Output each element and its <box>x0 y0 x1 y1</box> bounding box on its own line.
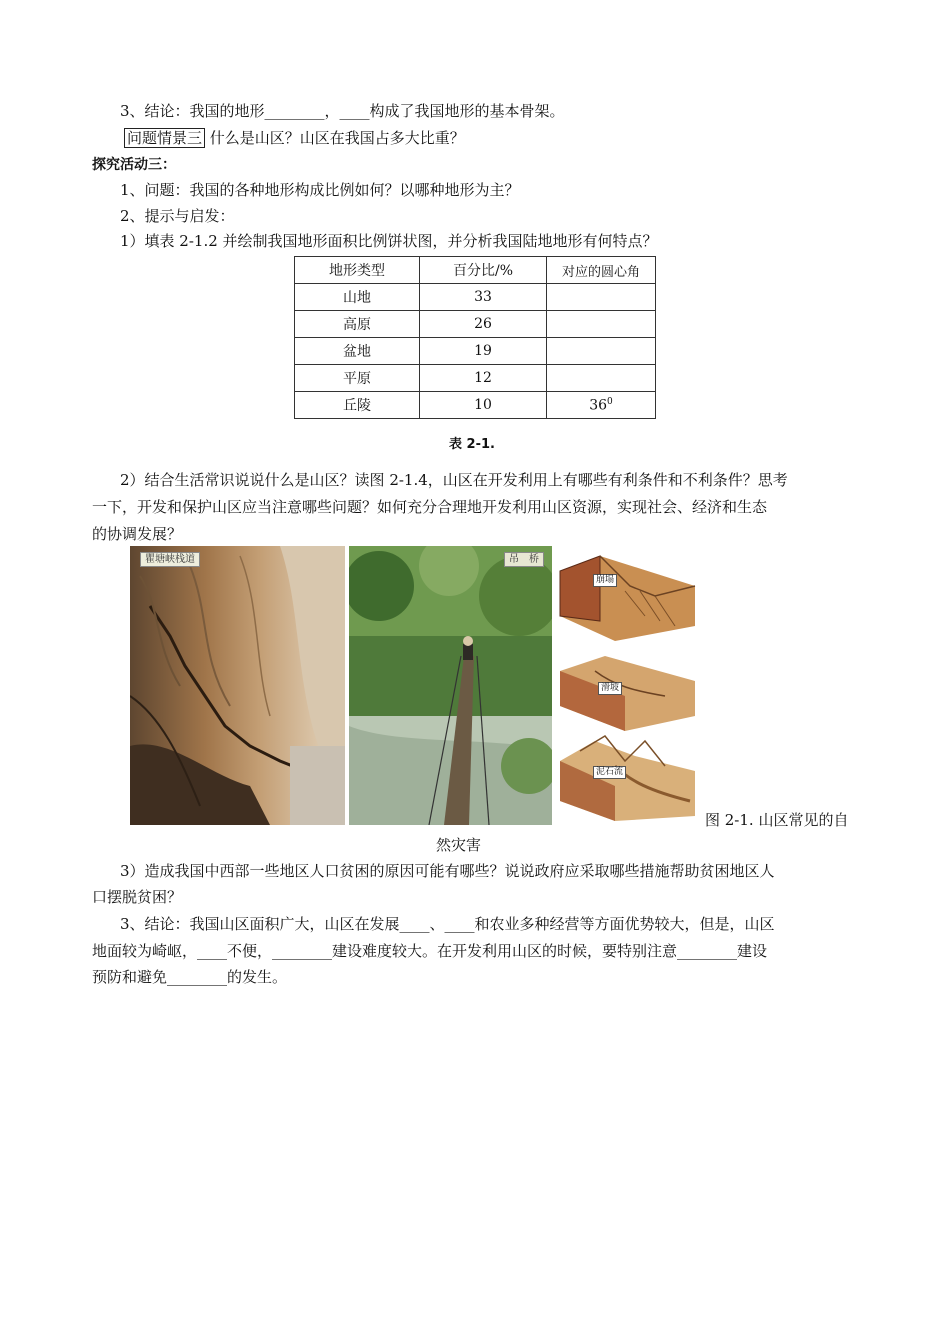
question-1: 1、问题：我国的各种地形构成比例如何？以哪种地形为主？ <box>120 181 520 199</box>
table-cell: 丘陵 <box>295 392 420 419</box>
landslide-label: 滑坡 <box>598 682 622 695</box>
degree-sup: 0 <box>607 396 613 407</box>
paragraph-3-line-1: 3）造成我国中西部一些地区人口贫困的原因可能有哪些？说说政府应采取哪些措施帮助贫困地区人 <box>120 862 775 880</box>
table-row <box>295 365 656 392</box>
table-row <box>295 338 656 365</box>
table-cell <box>547 338 656 365</box>
terrain-table <box>294 256 656 419</box>
scenario-line <box>124 128 465 148</box>
scenario-box: 问题情景三 <box>124 128 205 148</box>
final-conclusion-line-1: 3、结论：我国山区面积广大，山区在发展____、____和农业多种经营等方面优势较大，但是，山区 <box>120 915 775 933</box>
figure-caption-b: 然灾害 <box>436 836 482 854</box>
table-cell: 平原 <box>295 365 420 392</box>
table-cell-angle <box>547 392 656 419</box>
paragraph-2-line-1: 2）结合生活常识说说什么是山区？读图 2-1.4，山区在开发利用上有哪些有利条件和不利条件？思考 <box>120 471 788 489</box>
table-row <box>295 311 656 338</box>
table-cell: 山地 <box>295 284 420 311</box>
suspension-bridge-photo <box>349 546 552 825</box>
table-header-type: 地形类型 <box>295 257 420 284</box>
paragraph-2-line-3: 的协调发展？ <box>92 525 183 543</box>
table-cell: 33 <box>420 284 547 311</box>
table-header-percent: 百分比/% <box>420 257 547 284</box>
disaster-diagrams <box>555 546 702 825</box>
figure-caption-a: 图 2-1. 山区常见的自 <box>705 811 849 829</box>
table-row <box>295 284 656 311</box>
table-cell: 12 <box>420 365 547 392</box>
table-caption: 表 2-1. <box>449 437 495 452</box>
debris-flow-label: 泥石流 <box>593 766 626 779</box>
table-cell: 高原 <box>295 311 420 338</box>
table-cell: 19 <box>420 338 547 365</box>
table-header-row <box>295 257 656 284</box>
table-cell <box>547 311 656 338</box>
table-cell <box>547 284 656 311</box>
table-cell: 盆地 <box>295 338 420 365</box>
table-cell: 10 <box>420 392 547 419</box>
bridge-tag: 吊 桥 <box>504 552 544 567</box>
paragraph-2-line-2: 一下，开发和保护山区应当注意哪些问题？如何充分合理地开发利用山区资源，实现社会、经济和生态 <box>92 498 768 516</box>
activity-heading: 探究活动三： <box>92 157 176 173</box>
plank-road-photo <box>130 546 345 825</box>
conclusion-line-1: 3、结论：我国的地形________，____构成了我国地形的基本骨架。 <box>120 102 565 120</box>
collapse-label: 崩塌 <box>593 574 617 587</box>
scenario-text: 什么是山区？山区在我国占多大比重？ <box>205 129 465 147</box>
final-conclusion-line-2: 地面较为崎岖，____不便，________建设难度较大。在开发利用山区的时候，要特别注意________建设 <box>92 942 768 960</box>
table-row <box>295 392 656 419</box>
plank-road-tag: 瞿塘峡栈道 <box>140 552 200 567</box>
table-header-angle: 对应的圆心角 <box>547 257 656 284</box>
table-cell: 26 <box>420 311 547 338</box>
angle-value: 36 <box>589 397 608 414</box>
question-2: 2、提示与启发： <box>120 207 235 225</box>
final-conclusion-line-3: 预防和避免________的发生。 <box>92 968 288 986</box>
table-cell <box>547 365 656 392</box>
paragraph-3-line-2: 口摆脱贫困？ <box>92 888 183 906</box>
question-3: 1）填表 2-1.2 并绘制我国地形面积比例饼状图，并分析我国陆地地形有何特点？ <box>120 232 658 250</box>
